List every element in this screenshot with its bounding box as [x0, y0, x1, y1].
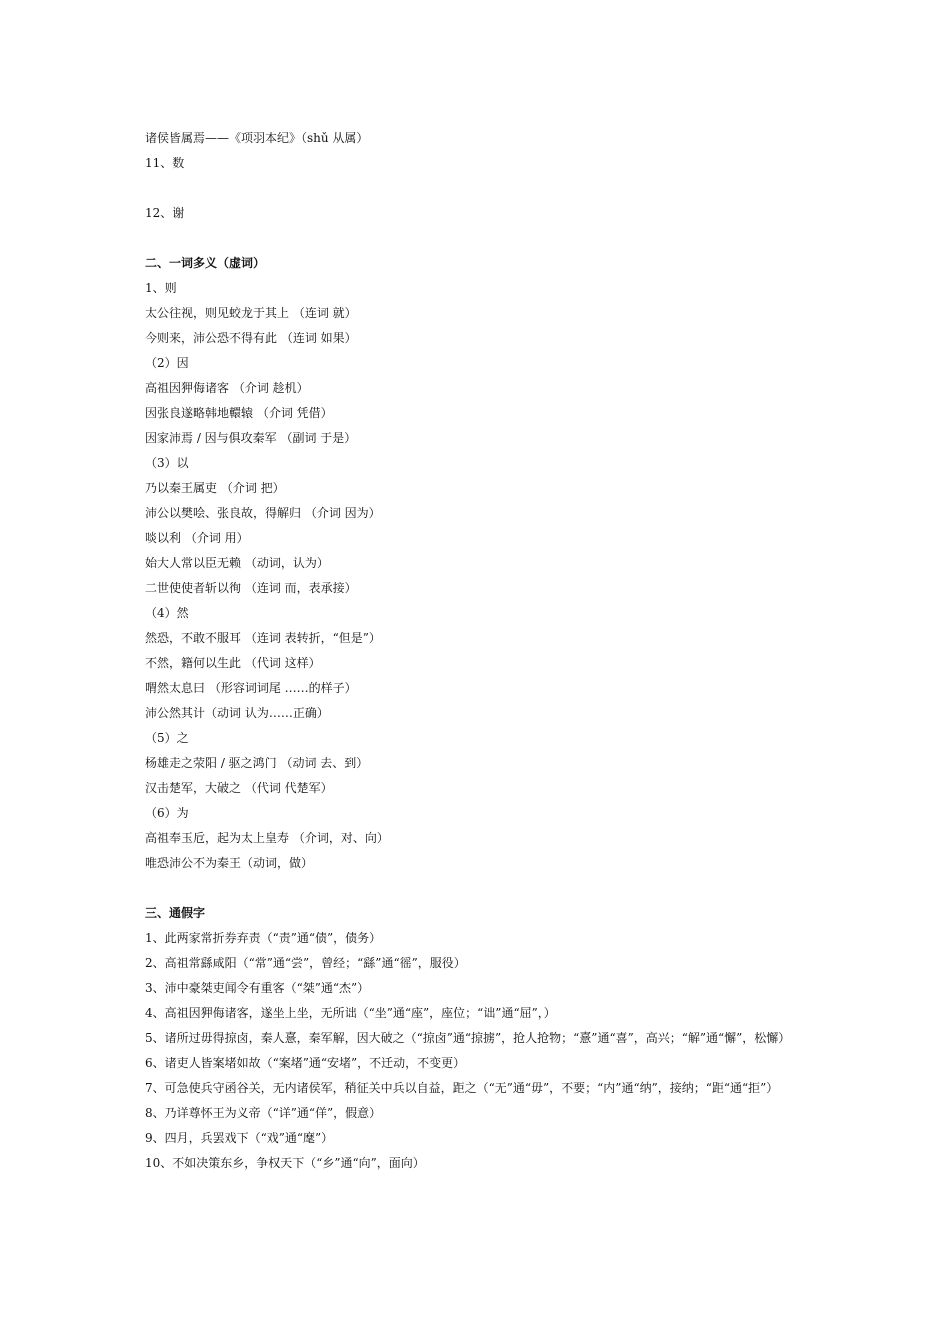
list-item: 7、可急使兵守函谷关，无内诸侯军，稍征关中兵以自益，距之（“无”通“毋”，不要；“内”通“纳”，接纳；“距“通“拒”）: [145, 1081, 779, 1095]
list-item: 12、谢: [145, 206, 185, 220]
text-line: 太公往视，则见蛟龙于其上 （连词 就）: [145, 306, 357, 320]
text-line: （2）因: [145, 356, 189, 370]
text-line: 汉击楚军，大破之 （代词 代楚军）: [145, 781, 333, 795]
blank-line: [145, 176, 825, 201]
list-item: 11、数: [145, 156, 185, 170]
text-line: 唯恐沛公不为秦王（动词，做）: [145, 856, 314, 870]
text-line: 高祖奉玉卮，起为太上皇寿 （介词，对、向）: [145, 831, 389, 845]
text-line: 不然，籍何以生此 （代词 这样）: [145, 656, 321, 670]
document-page: [145, 126, 825, 1176]
blank-line: [145, 226, 825, 251]
list-item: 5、诸所过毋得掠卤，秦人憙，秦军解，因大破之（“掠卤”通“掠掳”，抢人抢物；“憙”通“喜”，高兴；“解”通“懈”，松懈）: [145, 1031, 791, 1045]
blank-line: [145, 876, 825, 901]
list-item: 9、四月，兵罢戏下（“戏”通“麾”）: [145, 1131, 334, 1145]
text-line: 因张良遂略韩地轘辕 （介词 凭借）: [145, 406, 333, 420]
list-item: 8、乃详尊怀王为义帝（“详”通“佯”，假意）: [145, 1106, 382, 1120]
section-heading: 三、通假字: [145, 906, 206, 920]
text-line: 沛公然其计（动词 认为……正确）: [145, 706, 329, 720]
text-line: （6）为: [145, 806, 189, 820]
list-item: 3、沛中豪桀吏闻令有重客（“桀”通“杰”）: [145, 981, 370, 995]
text-line: 今则来，沛公恐不得有此 （连词 如果）: [145, 331, 357, 345]
text-line: 始大人常以臣无赖 （动词，认为）: [145, 556, 329, 570]
text-line: 杨雄走之荥阳 / 驱之鸿门 （动词 去、到）: [145, 756, 369, 770]
list-item: 4、高祖因狎侮诸客，遂坐上坐，无所诎（“坐”通“座”，座位；“诎”通“屈”，）: [145, 1006, 556, 1020]
text-line: 然恐，不敢不服耳 （连词 表转折，“但是”）: [145, 631, 381, 645]
list-item: 1、此两家常折券弃责（“责”通“债”，债务）: [145, 931, 382, 945]
text-line: 1、则: [145, 281, 177, 295]
text-line: （5）之: [145, 731, 189, 745]
list-item: 2、高祖常繇咸阳（“常”通“尝”，曾经；“繇”通“徭”，服役）: [145, 956, 466, 970]
text-line: 二世使使者斩以徇 （连词 而，表承接）: [145, 581, 357, 595]
text-line: （4）然: [145, 606, 189, 620]
text-line: （3）以: [145, 456, 189, 470]
text-line: 乃以秦王属吏 （介词 把）: [145, 481, 285, 495]
text-line: 啖以利 （介词 用）: [145, 531, 249, 545]
text-line: 诸侯皆属焉——《项羽本纪》（shǔ 从属）: [145, 131, 369, 145]
text-line: 喟然太息曰 （形容词词尾 ……的样子）: [145, 681, 357, 695]
text-line: 因家沛焉 / 因与俱攻秦军 （副词 于是）: [145, 431, 357, 445]
text-line: 沛公以樊哙、张良故，得解归 （介词 因为）: [145, 506, 381, 520]
list-item: 6、诸吏人皆案堵如故（“案堵”通“安堵”，不迁动，不变更）: [145, 1056, 466, 1070]
section-heading: 二、一词多义（虚词）: [145, 256, 266, 270]
text-line: 高祖因狎侮诸客 （介词 趁机）: [145, 381, 309, 395]
list-item: 10、不如决策东乡，争权天下（“乡”通“向”，面向）: [145, 1156, 425, 1170]
